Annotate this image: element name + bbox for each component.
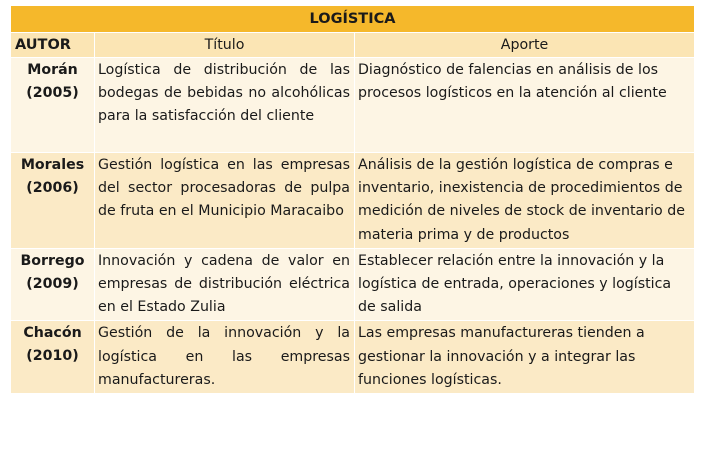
titulo-cell: Logística de distribución de las bodegas de bebidas no alcohólicas para la satisfacción del cliente: [95, 58, 355, 153]
author-cell: [11, 248, 95, 321]
table-row: [11, 248, 695, 321]
logistica-table: [10, 5, 695, 394]
author-name: Chacón: [23, 325, 82, 342]
aporte-cell: Análisis de la gestión logística de compras e inventario, inexistencia de procedimientos de medición de niveles de stock de inventario de materia prima y de productos: [355, 153, 695, 249]
table-title: LOGÍSTICA: [11, 6, 695, 33]
author-year: (2006): [26, 180, 79, 196]
table-header-row: [11, 33, 695, 58]
author-cell: [11, 153, 95, 249]
titulo-cell: Gestión logística en las empresas del sector procesadoras de pulpa de fruta en el Municipio Maracaibo: [95, 153, 355, 249]
author-name: Morales: [20, 157, 85, 173]
table-row: [11, 321, 695, 394]
aporte-cell: Las empresas manufactureras tienden a gestionar la innovación y a integrar las funciones logísticas.: [355, 321, 695, 394]
aporte-cell: Establecer relación entre la innovación y la logística de entrada, operaciones y logística de salida: [355, 248, 695, 321]
header-autor: AUTOR: [11, 33, 95, 58]
author-year: (2009): [26, 275, 79, 292]
titulo-cell: Gestión de la innovación y la logística en las empresas manufactureras.: [95, 321, 355, 394]
table-title-row: [11, 6, 695, 33]
author-year: (2010): [26, 348, 79, 365]
author-cell: [11, 58, 95, 153]
author-name: Morán: [27, 62, 78, 78]
author-cell: [11, 321, 95, 394]
aporte-cell: Diagnóstico de falencias en análisis de los procesos logísticos en la atención al cliente: [355, 58, 695, 153]
author-year: (2005): [26, 85, 79, 101]
header-aporte: Aporte: [355, 33, 695, 58]
titulo-cell: Innovación y cadena de valor en empresas de distribución eléctrica en el Estado Zulia: [95, 248, 355, 321]
table-row: [11, 58, 695, 153]
header-titulo: Título: [95, 33, 355, 58]
table-row: [11, 153, 695, 249]
author-name: Borrego: [20, 252, 85, 269]
